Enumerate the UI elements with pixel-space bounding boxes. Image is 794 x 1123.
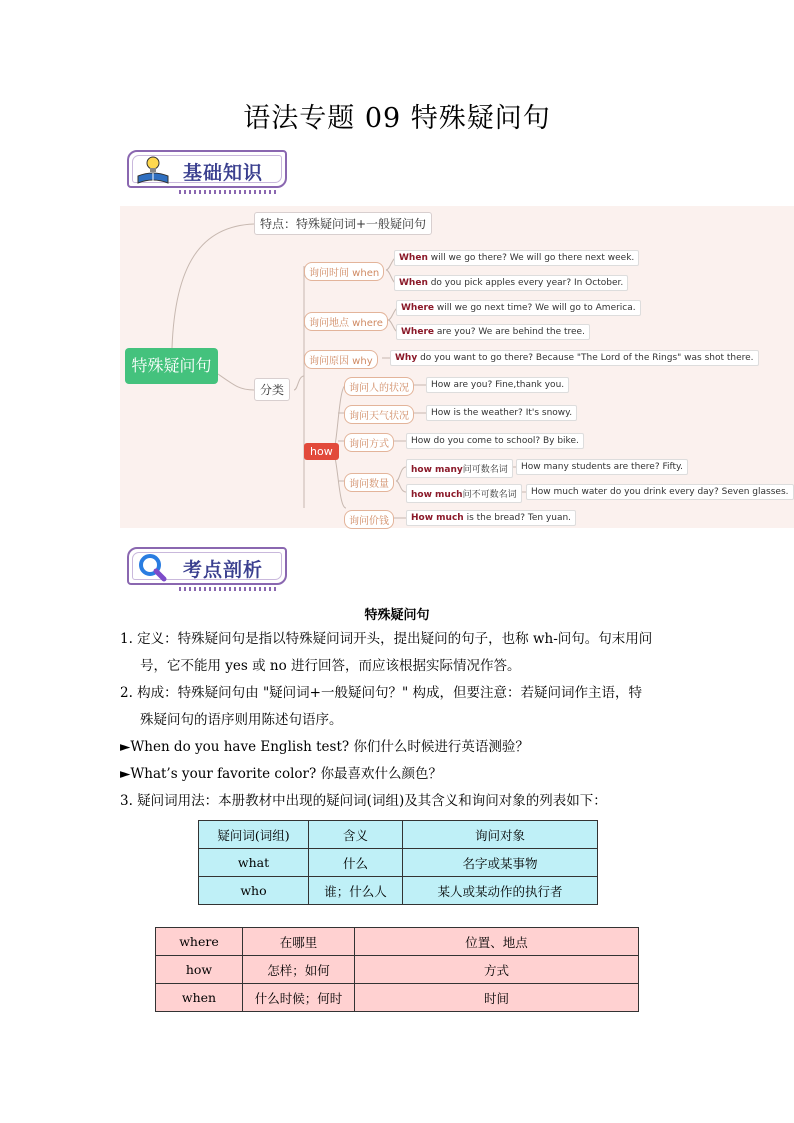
table-cell: how <box>156 956 243 984</box>
leaf-much: How much water do you drink every day? Seven glasses. <box>526 484 794 500</box>
table-row <box>199 849 598 877</box>
category-where: 询问地点 where <box>304 312 388 331</box>
how-node: how <box>304 443 339 460</box>
leaf-way: How do you come to school? By bike. <box>406 433 584 449</box>
leaf-weather: How is the weather? It's snowy. <box>426 405 577 421</box>
mind-map <box>120 206 794 528</box>
table-cell: 某人或某动作的执行者 <box>403 877 598 905</box>
paragraph-line: 殊疑问句的语序则用陈述句语序。 <box>140 712 343 728</box>
table-cell: 在哪里 <box>243 928 355 956</box>
feature-node: 特点：特殊疑问词+一般疑问句 <box>254 212 432 235</box>
classify-node: 分类 <box>254 378 290 401</box>
category-weather: 询问天气状况 <box>344 405 414 424</box>
table-cell: 谁；什么人 <box>309 877 403 905</box>
table-cell: what <box>199 849 309 877</box>
table-row <box>199 877 598 905</box>
leaf-when-1: When will we go there? We will go there next week. <box>394 250 639 266</box>
paragraph-usage: 3. 疑问词用法：本册教材中出现的疑问词(词组)及其含义和询问对象的列表如下： <box>120 793 607 809</box>
table-cell: 时间 <box>355 984 639 1012</box>
leaf-status: How are you? Fine,thank you. <box>426 377 569 393</box>
table-cell: 怎样；如何 <box>243 956 355 984</box>
table-row <box>156 928 639 956</box>
banner-label: 考点剖析 <box>183 559 264 581</box>
category-status: 询问人的状况 <box>344 377 414 396</box>
sub-how-many: how many问可数名词 <box>406 459 513 478</box>
table-cell: when <box>156 984 243 1012</box>
leaf-price: How much is the bread? Ten yuan. <box>406 510 576 526</box>
table-cell: 位置、地点 <box>355 928 639 956</box>
category-why: 询问原因 why <box>304 350 378 369</box>
book-lightbulb-icon <box>135 154 171 186</box>
leaf-where-2: Where are you? We are behind the tree. <box>396 324 590 340</box>
table-row <box>156 984 639 1012</box>
category-price: 询问价钱 <box>344 510 394 529</box>
leaf-why: Why do you want to go there? Because "The Lord of the Rings" was shot there. <box>390 350 759 366</box>
table-header-cell: 含义 <box>309 821 403 849</box>
table-header-cell: 疑问词(词组) <box>199 821 309 849</box>
table-cell: who <box>199 877 309 905</box>
magnifier-icon <box>135 551 171 583</box>
paragraph-line: 1. 定义：特殊疑问句是指以特殊疑问词开头，提出疑问的句子，也称 wh-问句。句末用问 <box>120 631 653 647</box>
table-cell: 方式 <box>355 956 639 984</box>
question-word-table-1 <box>198 820 598 905</box>
banner-basic-knowledge <box>121 146 289 192</box>
leaf-when-2: When do you pick apples every year? In October. <box>394 275 628 291</box>
mind-map-root: 特殊疑问句 <box>125 348 218 384</box>
table-header-cell: 询问对象 <box>403 821 598 849</box>
category-when: 询问时间 when <box>304 262 384 281</box>
table-cell: 名字或某事物 <box>403 849 598 877</box>
table-row <box>156 956 639 984</box>
table-cell: 什么 <box>309 849 403 877</box>
paragraph-line: 2. 构成：特殊疑问句由 "疑问词+一般疑问句？" 构成，但要注意：若疑问词作主语，特 <box>120 685 642 701</box>
category-way: 询问方式 <box>344 433 394 452</box>
banner-exam-analysis <box>121 543 289 589</box>
table-cell: where <box>156 928 243 956</box>
table-header-row <box>199 821 598 849</box>
section-title: 特殊疑问句 <box>364 608 430 623</box>
table-cell: 什么时候；何时 <box>243 984 355 1012</box>
question-word-table-2 <box>155 927 639 1012</box>
sub-how-much: how much问不可数名词 <box>406 484 522 503</box>
paragraph-structure <box>120 680 690 734</box>
paragraph-line: 号，它不能用 yes 或 no 进行回答，而应该根据实际情况作答。 <box>140 658 521 674</box>
category-quantity: 询问数量 <box>344 473 394 492</box>
example-2: ►What’s your favorite color? 你最喜欢什么颜色？ <box>120 766 443 782</box>
leaf-where-1: Where will we go next time? We will go to America. <box>396 300 641 316</box>
banner-label: 基础知识 <box>183 162 264 184</box>
paragraph-definition <box>120 626 690 680</box>
page-title: 语法专题 09 特殊疑问句 <box>243 103 551 134</box>
example-1: ►When do you have English test? 你们什么时候进行英语测验？ <box>120 739 529 755</box>
leaf-many: How many students are there? Fifty. <box>516 459 688 475</box>
